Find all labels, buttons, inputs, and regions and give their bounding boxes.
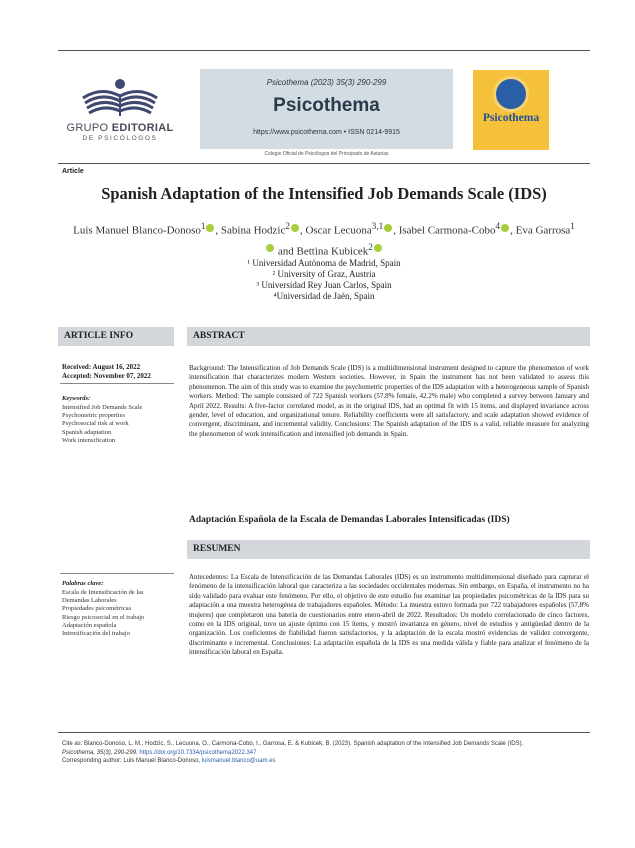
author-name: Bettina Kubicek	[296, 245, 369, 258]
article-dates	[62, 363, 151, 381]
orcid-icon[interactable]	[374, 244, 382, 252]
author-name: Luis Manuel Blanco-Donoso	[73, 224, 201, 237]
journal-title: Psicothema	[273, 95, 380, 116]
orcid-icon[interactable]	[266, 244, 274, 252]
orcid-icon[interactable]	[384, 224, 392, 232]
keyword: Intensificación del trabajo	[62, 630, 130, 638]
orcid-icon[interactable]	[291, 224, 299, 232]
affiliation: ³ Universidad Rey Juan Carlos, Spain	[256, 280, 392, 290]
keyword: Intensified Job Demands Scale	[62, 404, 143, 411]
affiliation: ² University of Graz, Austria	[272, 269, 376, 279]
keyword: Psychometric properties	[62, 412, 125, 420]
grupo-editorial-logo	[58, 76, 182, 152]
keywords-rule	[60, 383, 174, 384]
author-name: Sabina Hodzic	[220, 224, 286, 237]
palabras-clave-label: Palabras clave:	[62, 580, 104, 587]
spanish-title: Adaptación Española de la Escala de Demandas Laborales Intensificadas (IDS)	[189, 515, 510, 525]
footer-rule	[58, 732, 590, 733]
author-name: Eva Garrosa	[515, 224, 571, 237]
keyword: Demandas Laborales	[62, 597, 117, 605]
keyword: Psychosocial risk at work	[62, 420, 129, 428]
abstract-heading: ABSTRACT	[187, 327, 590, 346]
cite-journal-line: Psicothema, 35(3), 290-299. https://doi.org/10.7334/psicothema2022.347	[62, 749, 257, 756]
keyword: Spanish adaptation	[62, 428, 112, 436]
college-name: Colegio Oficial de Psicólogos del Principado de Asturias	[264, 151, 389, 157]
keywords-list	[62, 404, 142, 445]
top-rule	[58, 50, 590, 51]
abstract-text: Background: The Intensification of Job Demands Scale (IDS) is a multidimensional instrument designed to capture the phenomenon of work intensification that characterizes modern Western societies. However, in Spain the instrument has not been validated to assess this phenomenon. The aim of this study was to examine the psychometric properties of the IDS adaptation with a heterogeneous sample of Spanish workers. Method: The sample consisted of 722 Spanish workers (57.8% female, 42.2% male) who completed a survey between January and April 2022. Results: A five-factor correlated model, as in the original IDS, had an optimal fit with 15 items, and displayed invariance across gender, level of education, and organizational tenure. Reliability coefficients were all satisfactory, and scale adaptation showed evidence of convergent, discriminant, and incremental validity. Conclusions: The Spanish adaptation of the IDS is a valid, reliable measure for analyzing the phenomenon of work intensification and intensified job demands in Spain.	[189, 364, 589, 438]
psicothema-logo-text: Psicothema	[473, 112, 549, 124]
article-type: Article	[62, 168, 84, 175]
citation-footer	[62, 740, 592, 766]
keywords-label: Keywords:	[62, 395, 91, 402]
keyword: Work intensification	[62, 436, 116, 444]
book-icon	[75, 76, 165, 118]
author-name: Isabel Carmona-Cobo	[398, 224, 496, 237]
journal-website[interactable]: https://www.psicothema.com • ISSN 0214-9915	[253, 129, 400, 136]
doi-link[interactable]: https://doi.org/10.7334/psicothema2022.347	[139, 749, 257, 756]
cite-as: Cite as: Blanco-Donoso, L. M., Hodzic, S., Lecuona, O., Carmona-Cobo, I., Garrosa, E. & Kubicek, B. (2023). Spanish adaptation of the Intensified Job Demands Scale (IDS).	[62, 741, 524, 747]
logo-line2: DE PSICÓLOGOS	[82, 135, 158, 142]
palabras-clave-list	[62, 589, 144, 638]
affiliation: ⁴Universidad de Jaén, Spain	[273, 291, 375, 301]
header-rule	[58, 163, 590, 164]
orcid-icon[interactable]	[501, 224, 509, 232]
affiliations	[58, 258, 590, 302]
keyword: Escala de Intensificación de las	[62, 589, 144, 596]
keyword: Adaptación española	[62, 621, 117, 629]
journal-banner	[200, 69, 453, 149]
palabras-rule	[60, 573, 174, 574]
corresponding-author: Corresponding author: Luis Manuel Blanco-Donoso, luismanuel.blanco@uam.es	[62, 758, 276, 764]
article-title: Spanish Adaptation of the Intensified Job Demands Scale (IDS)	[101, 184, 547, 203]
psicothema-logo	[473, 70, 549, 150]
author-list: Luis Manuel Blanco-Donoso$^1$ , Sabina Hodzic$^2$ , Oscar Lecuona$^{3,1}$ , Isabel Carmona-Cobo$^4$ , Eva Garrosa$^1$ and Bettina Kubicek$^2$	[73, 221, 575, 258]
article-info-heading: ARTICLE INFO	[58, 327, 174, 346]
affiliation: ¹ Universidad Autónoma de Madrid, Spain	[247, 258, 401, 268]
journal-citation: Psicothema (2023) 35(3) 290-299	[266, 78, 387, 87]
received-date: Received: August 16, 2022	[62, 363, 141, 371]
logo-line1: GRUPO EDITORIAL	[66, 122, 174, 134]
resumen-heading: RESUMEN	[187, 540, 590, 559]
author-name: Oscar Lecuona	[305, 224, 372, 237]
accepted-date: Accepted: November 07, 2022	[62, 372, 151, 380]
keyword: Riesgo psicosocial en el trabajo	[62, 613, 145, 621]
globe-icon	[493, 76, 529, 112]
keyword: Propiedades psicométricas	[62, 605, 132, 613]
email-link[interactable]: luismanuel.blanco@uam.es	[201, 758, 276, 764]
orcid-icon[interactable]	[206, 224, 214, 232]
resumen-text: Antecedentes: La Escala de Intensificación de las Demandas Laborales (IDS) es un instrumento multidimensional diseñado para capturar el fenómeno de la intensificación laboral que caracteriza a las sociedades occidentales modernas. Sin embargo, en España, el instrumento no ha sido validado para evaluar este fenómeno. Por ello, el objetivo de este estudio fue examinar las propiedades psicométricas de la IDS para su adaptación a una muestra heterogénea de trabajadores españoles. Método: La muestra estuvo formada por 722 trabajadores españoles (57,8% mujeres) que completaron una batería de cuestionarios entre enero-abril de 2022. Resultados: Un modelo correlacionado de cinco factores, como en la IDS original, tuvo un ajuste óptimo con 15 ítems, y mostró invarianza en género, nivel de estudios y antigüedad dentro de la organización. Los coeficientes de fiabilidad fueron satisfactorios, y la adaptación de la escala mostró evidencias de validez convergente, discriminante e incremental. Conclusiones: La adaptación española de la IDS es una medida válida y fiable para analizar el fenómeno de la intensificación laboral en España.	[189, 573, 589, 657]
